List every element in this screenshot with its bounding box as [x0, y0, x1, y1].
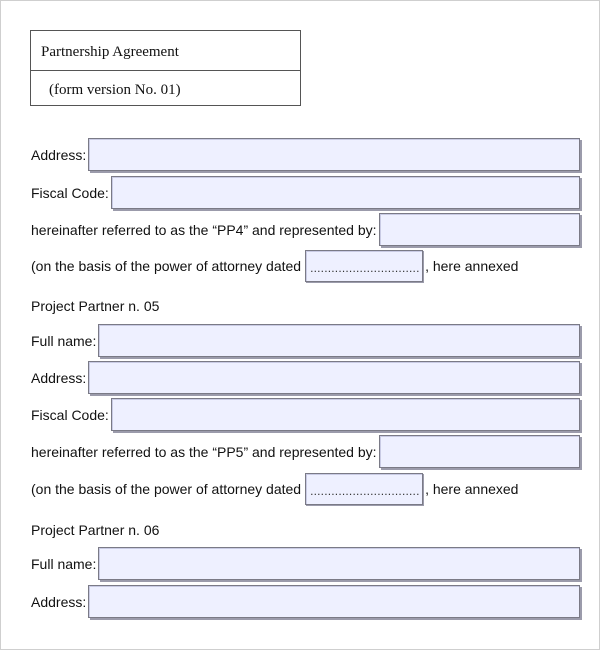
pp5-represented-label: hereinafter referred to as the “PP5” and represented by:: [31, 443, 377, 460]
pp4-represented-label: hereinafter referred to as the “PP4” and represented by:: [31, 221, 377, 238]
pp5-address-label: Address:: [31, 369, 87, 386]
pp6-header-row: [31, 522, 580, 538]
pp5-annexed-label: , here annexed: [425, 481, 519, 497]
pp6-address-row: [31, 585, 580, 618]
pp5-attorney-row: [31, 473, 580, 505]
pp4-attorney-label: (on the basis of the power of attorney dated: [31, 258, 302, 274]
pp6-full-name-field[interactable]: [98, 547, 580, 580]
pp4-attorney-row: [31, 250, 580, 282]
form-version: (form version No. 01): [49, 82, 181, 98]
pp6-address-field[interactable]: [88, 585, 580, 618]
pp5-header: Project Partner n. 05: [31, 298, 160, 314]
pp5-fiscal-code-field[interactable]: [111, 398, 580, 431]
pp5-fiscal-code-row: [31, 398, 580, 431]
form-title-box: [30, 30, 301, 106]
pp5-attorney-date-field[interactable]: ...............................: [305, 473, 423, 505]
pp6-full-name-row: [31, 547, 580, 580]
pp4-fiscal-code-label: Fiscal Code:: [31, 184, 109, 201]
pp4-represented-row: [31, 213, 580, 246]
pp6-header: Project Partner n. 06: [31, 522, 160, 538]
pp4-address-row: [31, 138, 580, 171]
pp4-address-field[interactable]: [88, 138, 580, 171]
pp5-fiscal-code-label: Fiscal Code:: [31, 406, 109, 423]
pp5-represented-row: [31, 435, 580, 468]
pp4-annexed-label: , here annexed: [425, 258, 519, 274]
pp5-full-name-label: Full name:: [31, 332, 97, 349]
pp4-attorney-date-field[interactable]: ...............................: [305, 250, 423, 282]
pp5-full-name-row: [31, 324, 580, 357]
pp4-address-label: Address:: [31, 146, 87, 163]
pp4-fiscal-code-field[interactable]: [111, 176, 580, 209]
pp4-fiscal-code-row: [31, 176, 580, 209]
pp5-full-name-field[interactable]: [98, 324, 580, 357]
form-title: Partnership Agreement: [31, 31, 300, 71]
pp5-address-row: [31, 361, 580, 394]
pp5-represented-by-field[interactable]: [379, 435, 580, 468]
pp5-header-row: [31, 298, 580, 314]
pp4-represented-by-field[interactable]: [379, 213, 580, 246]
pp5-address-field[interactable]: [88, 361, 580, 394]
pp5-attorney-label: (on the basis of the power of attorney dated: [31, 481, 302, 497]
pp6-address-label: Address:: [31, 593, 87, 610]
pp6-full-name-label: Full name:: [31, 555, 97, 572]
